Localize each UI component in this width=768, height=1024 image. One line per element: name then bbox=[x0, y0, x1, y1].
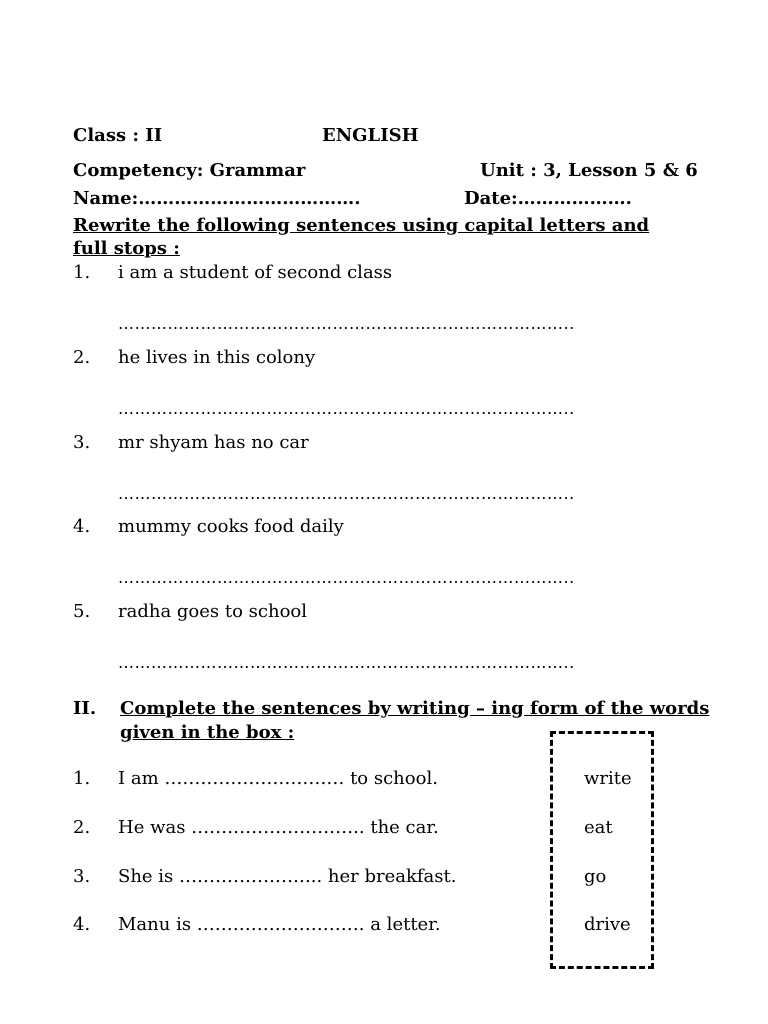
answer-line[interactable]: ……………………………………………………………………….. bbox=[118, 484, 575, 503]
item-sentence: mr shyam has no car bbox=[118, 432, 309, 453]
box-word: drive bbox=[584, 914, 631, 935]
item-number: 4. bbox=[73, 516, 91, 537]
section2-instruction-line2: given in the box : bbox=[120, 722, 295, 743]
fill-blank-sentence[interactable]: Manu is ………………………. a letter. bbox=[118, 914, 441, 935]
class-label: Class : II bbox=[73, 125, 163, 146]
item-number: 2. bbox=[73, 347, 91, 368]
item-sentence: radha goes to school bbox=[118, 601, 308, 622]
item-number: 4. bbox=[73, 914, 91, 935]
answer-line[interactable]: ……………………………………………………………………….. bbox=[118, 653, 575, 672]
section1-instruction-line1: Rewrite the following sentences using capital letters and bbox=[73, 215, 650, 236]
item-number: 1. bbox=[73, 768, 91, 789]
answer-line[interactable]: ……………………………………………………………………….. bbox=[118, 399, 575, 418]
unit-lesson-label: Unit : 3, Lesson 5 & 6 bbox=[480, 160, 698, 181]
item-number: 3. bbox=[73, 432, 91, 453]
competency-label: Competency: Grammar bbox=[73, 160, 306, 181]
box-word: write bbox=[584, 768, 632, 789]
name-field: Name:………………………………. bbox=[73, 188, 361, 209]
item-number: 3. bbox=[73, 866, 91, 887]
item-number: 5. bbox=[73, 601, 91, 622]
section2-roman: II. bbox=[73, 698, 97, 719]
item-sentence: i am a student of second class bbox=[118, 262, 393, 283]
subject-title: ENGLISH bbox=[322, 125, 419, 146]
item-number: 2. bbox=[73, 817, 91, 838]
box-word: eat bbox=[584, 817, 613, 838]
answer-line[interactable]: ……………………………………………………………………….. bbox=[118, 568, 575, 587]
fill-blank-sentence[interactable]: I am ………………………… to school. bbox=[118, 768, 438, 789]
fill-blank-sentence[interactable]: She is …………………... her breakfast. bbox=[118, 866, 457, 887]
item-number: 1. bbox=[73, 262, 91, 283]
fill-blank-sentence[interactable]: He was ……………………….. the car. bbox=[118, 817, 439, 838]
item-sentence: he lives in this colony bbox=[118, 347, 316, 368]
section2-instruction-line1: Complete the sentences by writing – ing form of the words bbox=[120, 698, 710, 719]
answer-line[interactable]: ……………………………………………………………………….. bbox=[118, 314, 575, 333]
item-sentence: mummy cooks food daily bbox=[118, 516, 344, 537]
box-word: go bbox=[584, 866, 607, 887]
date-field: Date:………………. bbox=[464, 188, 632, 209]
section1-instruction-line2: full stops : bbox=[73, 238, 180, 259]
